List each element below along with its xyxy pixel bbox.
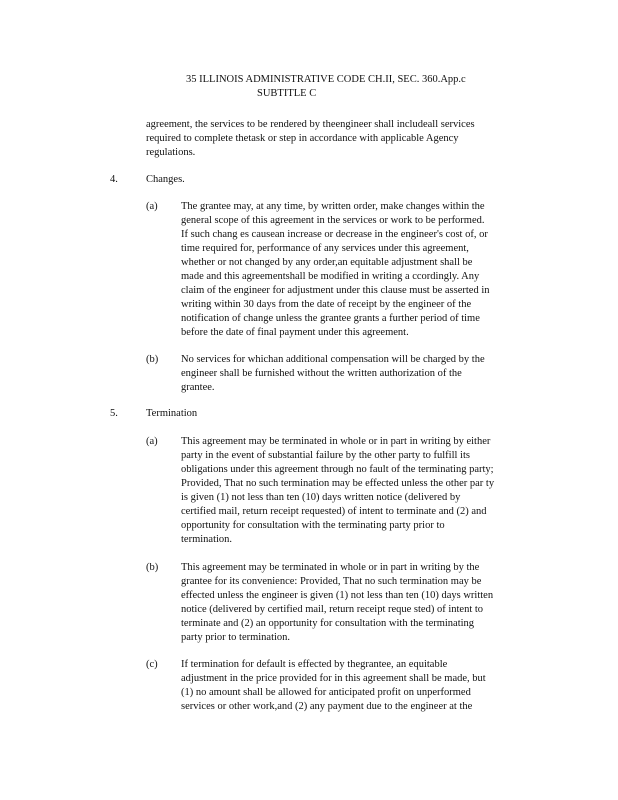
paragraph-line: notice (delivered by certified mail, return receipt reque sted) of intent to (181, 604, 484, 615)
item-letter: (b) (146, 562, 159, 573)
paragraph-line: grantee for its convenience: Provided, That no such termination may be (181, 576, 482, 587)
intro-line: regulations. (146, 147, 196, 158)
item-letter: (a) (146, 201, 158, 212)
paragraph-line: This agreement may be terminated in whole or in part in writing by either (181, 436, 491, 447)
paragraph-line: obligations under this agreement through no fault of the terminating party; (181, 464, 494, 475)
paragraph-line: claim of the engineer for adjustment under this clause must be asserted in (181, 285, 490, 296)
paragraph-line: party prior to termination. (181, 632, 291, 643)
paragraph-line: termination. (181, 534, 233, 545)
paragraph-line: is given (1) not less than ten (10) days written notice (delivered by (181, 492, 461, 503)
paragraph-line: This agreement may be terminated in whole or in part in writing by the (181, 562, 480, 573)
paragraph-line: services or other work,and (2) any payment due to the engineer at the (181, 701, 473, 712)
item-paragraph (181, 353, 536, 395)
paragraph-line: grantee. (181, 382, 215, 393)
paragraph-line: whether or not changed by any order,an equitable adjustment shall be (181, 257, 473, 268)
item-paragraph (181, 658, 536, 714)
paragraph-line: notification of change unless the grantee grants a further period of time (181, 313, 480, 324)
paragraph-line: before the date of final payment under this agreement. (181, 327, 409, 338)
item-paragraph (181, 561, 536, 645)
item-letter: (c) (146, 659, 158, 670)
paragraph-line: If termination for default is effected by thegrantee, an equitable (181, 659, 448, 670)
item-letter: (a) (146, 436, 158, 447)
page-header (186, 73, 546, 101)
item-paragraph (181, 200, 536, 340)
item-letter: (b) (146, 354, 159, 365)
paragraph-line: No services for whichan additional compensation will be charged by the (181, 354, 485, 365)
section-number: 4. (110, 174, 118, 185)
paragraph-line: general scope of this agreement in the services or work to be performed. (181, 215, 485, 226)
paragraph-line: party in the event of substantial failure by the other party to fulfill its (181, 450, 470, 461)
section-number: 5. (110, 408, 118, 419)
intro-paragraph (146, 118, 536, 160)
paragraph-line: engineer shall be furnished without the written authorization of the (181, 368, 462, 379)
paragraph-line: certified mail, return receipt requested) of intent to terminate and (2) and (181, 506, 487, 517)
paragraph-line: effected unless the engineer is given (1) not less than ten (10) days written (181, 590, 494, 601)
paragraph-line: (1) no amount shall be allowed for anticipated profit on unperformed (181, 687, 471, 698)
item-paragraph (181, 435, 536, 547)
section-title: Changes. (146, 174, 185, 185)
header-line-2: SUBTITLE C (257, 88, 317, 99)
paragraph-line: made and this agreementshall be modified in writing a ccordingly. Any (181, 271, 480, 282)
intro-line: required to complete thetask or step in accordance with applicable Agency (146, 133, 459, 144)
intro-line: agreement, the services to be rendered by theengineer shall includeall services (146, 119, 475, 130)
paragraph-line: The grantee may, at any time, by written order, make changes within the (181, 201, 485, 212)
paragraph-line: adjustment in the price provided for in this agreement shall be made, but (181, 673, 486, 684)
paragraph-line: If such chang es causean increase or decrease in the engineer's cost of, or (181, 229, 488, 240)
paragraph-line: time required for, performance of any services under this agreement, (181, 243, 469, 254)
section-title: Termination (146, 408, 198, 419)
paragraph-line: terminate and (2) an opportunity for consultation with the terminating (181, 618, 475, 629)
paragraph-line: writing within 30 days from the date of receipt by the engineer of the (181, 299, 472, 310)
header-line-1: 35 ILLINOIS ADMINISTRATIVE CODE CH.II, SEC. 360.App.c (186, 74, 466, 85)
paragraph-line: Provided, That no such termination may be effected unless the other par ty (181, 478, 495, 489)
paragraph-line: opportunity for consultation with the terminating party prior to (181, 520, 445, 531)
